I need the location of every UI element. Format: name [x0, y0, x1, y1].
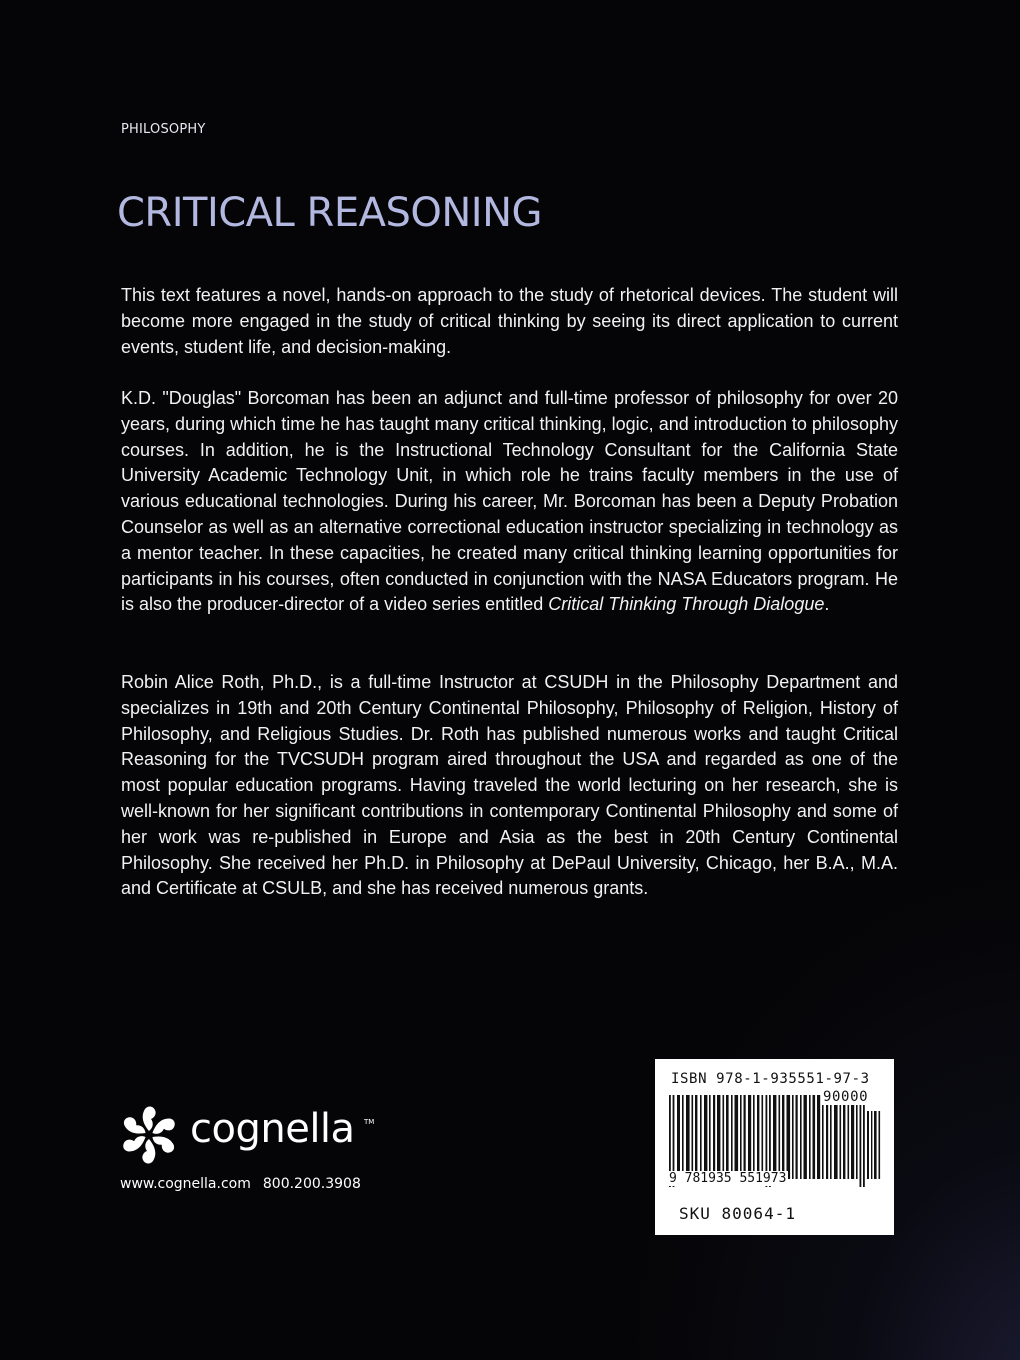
price-code: 90000 — [823, 1089, 869, 1105]
sku-number: SKU 80064-1 — [679, 1204, 796, 1223]
cognella-flower-icon — [118, 1104, 180, 1166]
isbn-number: ISBN 978-1-935551-97-3 — [671, 1071, 870, 1087]
book-description: This text features a novel, hands-on approach to the study of rhetorical devices. The student will become more engaged in the study of critical thinking by seeing its direct application to current events, student life, and decision-making. — [121, 285, 898, 357]
isbn-barcode-label — [655, 1059, 894, 1235]
author-bio-roth: Robin Alice Roth, Ph.D., is a full-time Instructor at CSUDH in the Philosophy Department and specializes in 19th and 20th Century Continental Philosophy, Philosophy of Religion, History of Philosophy, and Religious Studies. Dr. Roth has published numerous works and taught Critical Reasoning for the TVCSUDH program aired throughout the USA and regarded as one of the most popular education programs. Having traveled the world lecturing on her research, she is well-known for her significant contributions in contemporary Continental Philosophy and some of her work was re-published in Europe and Asia as the best in 20th Century Continental Philosophy. She received her Ph.D. in Philosophy at DePaul University, Chicago, her B.A., M.A. and Certificate at CSULB, and she has received numerous grants. — [121, 672, 898, 899]
publisher-website: www.cognella.com — [120, 1176, 251, 1192]
publisher-name: cognella — [190, 1106, 355, 1152]
ean-digits: 9 781935 551973 — [669, 1171, 787, 1186]
publisher-logo — [118, 1104, 388, 1170]
category-label: PHILOSOPHY — [121, 122, 206, 137]
video-series-title: Critical Thinking Through Dialogue — [548, 594, 825, 615]
author-bio-borcoman — [121, 386, 898, 618]
trademark-symbol: TM — [364, 1118, 375, 1126]
publisher-contact — [120, 1176, 361, 1192]
author-bio-end: . — [824, 594, 830, 615]
publisher-phone: 800.200.3908 — [262, 1176, 361, 1192]
book-title: CRITICAL REASONING — [117, 190, 542, 236]
author-bio-text: K.D. "Douglas" Borcoman has been an adjunct and full-time professor of philosophy for over 20 years, during which time he has taught many critical thinking, logic, and introduction to philosophy courses. In addition, he is the Instructional Technology Consultant for the California State University Academic Technology Unit, in which role he trains faculty members in the use of various educational technologies. During his career, Mr. Borcoman has been a Deputy Probation Counselor as well as an alternative correctional education instructor specializing in technology as a mentor teacher. In these capacities, he created many critical thinking learning opportunities for participants in his courses, often conducted in conjunction with the NASA Educators program. He is also the producer-director of a video series entitled — [121, 388, 898, 615]
